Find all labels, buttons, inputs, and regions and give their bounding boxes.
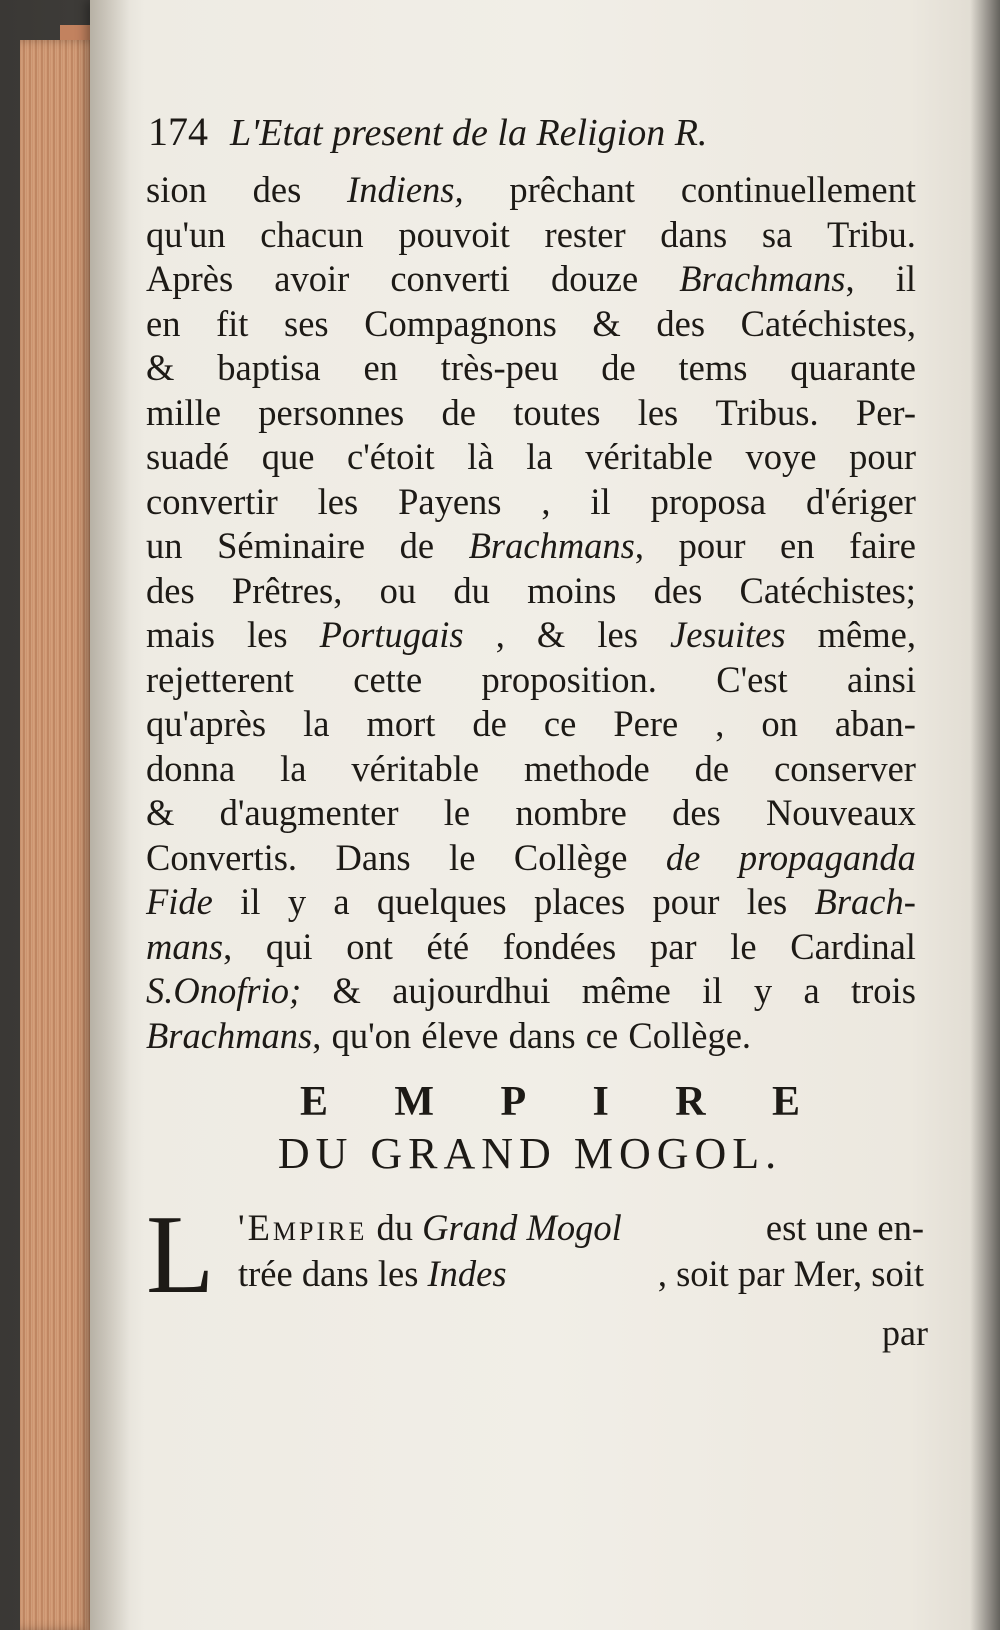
word: methode bbox=[524, 747, 650, 789]
word: c'étoit bbox=[347, 436, 435, 477]
word: y bbox=[753, 970, 773, 1011]
word: rester bbox=[544, 213, 626, 255]
title-letter: M bbox=[394, 1079, 435, 1125]
intro-italic: Grand Mogol bbox=[422, 1207, 622, 1248]
intro-italic: Indes bbox=[427, 1253, 507, 1294]
word: dans bbox=[660, 213, 728, 255]
body-line bbox=[146, 969, 916, 1014]
body-line bbox=[146, 346, 916, 391]
word: dans bbox=[508, 1014, 576, 1056]
word: des bbox=[656, 302, 706, 344]
word: que bbox=[261, 436, 315, 477]
word: ont bbox=[346, 925, 393, 967]
word: propaganda bbox=[738, 836, 916, 878]
word: Cardinal bbox=[790, 925, 916, 967]
word: il bbox=[240, 881, 261, 922]
word: aban- bbox=[834, 703, 916, 744]
word: de bbox=[441, 391, 476, 433]
word: de bbox=[665, 836, 701, 878]
word: par bbox=[649, 925, 697, 967]
body-line bbox=[146, 613, 916, 658]
body-line bbox=[146, 569, 916, 614]
word: cette bbox=[353, 658, 423, 700]
body-line bbox=[146, 480, 916, 525]
body-line bbox=[146, 213, 916, 258]
word: des bbox=[146, 569, 195, 611]
word: a bbox=[803, 970, 820, 1011]
word: places bbox=[533, 881, 626, 922]
word: très-peu bbox=[440, 347, 559, 388]
word: des bbox=[672, 792, 721, 833]
word: conserver bbox=[774, 747, 916, 789]
intro-line-1 bbox=[238, 1205, 924, 1251]
word: de bbox=[472, 703, 507, 744]
title-letter: R bbox=[675, 1079, 706, 1125]
word: , bbox=[495, 614, 505, 655]
word: S.Onofrio; bbox=[146, 970, 302, 1011]
catchword: par bbox=[882, 1313, 928, 1353]
word: pour bbox=[652, 881, 720, 922]
word: y bbox=[287, 881, 307, 922]
word: le bbox=[730, 925, 757, 967]
word: Brachmans, bbox=[468, 525, 645, 566]
word: ou bbox=[379, 569, 417, 611]
word: en bbox=[363, 347, 398, 388]
title-letter: E bbox=[300, 1079, 329, 1125]
intro-text: trée dans les bbox=[238, 1253, 428, 1294]
word: Dans bbox=[335, 836, 411, 878]
word: pour bbox=[678, 525, 746, 566]
right-edge-shadow bbox=[970, 0, 1000, 1630]
word: C'est bbox=[716, 658, 788, 700]
word: personnes bbox=[258, 391, 405, 433]
word: Brach- bbox=[814, 881, 916, 922]
body-line bbox=[146, 168, 916, 213]
word: Brachmans, bbox=[146, 1014, 322, 1056]
word: la bbox=[526, 436, 553, 477]
word: Tribus. bbox=[715, 391, 819, 433]
word: & bbox=[332, 970, 361, 1011]
body-line bbox=[146, 747, 916, 792]
body-line bbox=[146, 791, 916, 836]
word: ainsi bbox=[847, 658, 916, 700]
word: même bbox=[581, 970, 671, 1011]
word: il bbox=[590, 480, 611, 522]
gutter-shadow bbox=[90, 0, 130, 1630]
word: les bbox=[637, 391, 679, 433]
word: , bbox=[541, 480, 551, 522]
word: le bbox=[443, 792, 471, 833]
word: voye bbox=[745, 436, 817, 477]
word: mille bbox=[146, 391, 222, 433]
word: quelques bbox=[376, 881, 507, 922]
word: trois bbox=[851, 970, 916, 1011]
word: des bbox=[653, 569, 703, 611]
word: Portugais bbox=[319, 614, 464, 655]
word: sa bbox=[761, 213, 793, 255]
word: les bbox=[746, 881, 788, 922]
word: sion bbox=[146, 169, 207, 210]
word: un bbox=[146, 525, 183, 566]
word: qu'après bbox=[146, 703, 267, 744]
word: avoir bbox=[274, 258, 350, 299]
body-text bbox=[146, 168, 916, 1058]
word: la bbox=[303, 703, 330, 744]
word: Compagnons bbox=[364, 302, 557, 344]
word: prêchant bbox=[509, 169, 636, 210]
word: chacun bbox=[260, 213, 364, 255]
word: pour bbox=[849, 436, 916, 477]
body-line bbox=[146, 1014, 916, 1059]
word: Brachmans, bbox=[679, 258, 855, 299]
word: Payens bbox=[398, 480, 502, 522]
intro-text: , soit par Mer, soit bbox=[657, 1253, 924, 1294]
word: Séminaire bbox=[217, 525, 366, 566]
word: en bbox=[146, 302, 181, 344]
word: Collège. bbox=[628, 1014, 752, 1056]
word: tems bbox=[678, 347, 748, 388]
word: faire bbox=[849, 525, 916, 566]
word: été bbox=[426, 925, 470, 967]
word: mort bbox=[366, 703, 436, 744]
word: Nouveaux bbox=[765, 792, 916, 833]
word: suadé bbox=[146, 436, 230, 477]
word: ce bbox=[543, 703, 577, 744]
word: mais bbox=[146, 614, 215, 655]
word: la bbox=[280, 747, 307, 789]
word: ses bbox=[284, 302, 329, 344]
word: le bbox=[449, 836, 476, 878]
word: pouvoit bbox=[398, 213, 510, 255]
page-header bbox=[148, 108, 868, 155]
word: donna bbox=[146, 747, 236, 789]
word: véritable bbox=[585, 436, 713, 477]
drop-cap: L bbox=[146, 1193, 215, 1317]
section-title-grand-mogol: DU GRAND MOGOL. bbox=[277, 1129, 783, 1178]
word: fondées bbox=[502, 925, 617, 967]
word: & bbox=[146, 347, 175, 388]
word: rejetterent bbox=[146, 658, 294, 700]
body-line bbox=[146, 524, 916, 569]
word: aujourdhui bbox=[392, 970, 551, 1011]
running-title: L'Etat present de la Religion R. bbox=[230, 112, 708, 154]
intro-text: du bbox=[367, 1207, 423, 1248]
word: nombre bbox=[515, 792, 627, 833]
word: en bbox=[780, 525, 815, 566]
word: Pere bbox=[613, 703, 679, 744]
word: Fide bbox=[146, 881, 213, 922]
word: Per- bbox=[855, 391, 916, 433]
intro-lines bbox=[238, 1205, 924, 1297]
body-line bbox=[146, 435, 916, 480]
word: Collège bbox=[513, 836, 628, 878]
word: Catéchistes, bbox=[740, 302, 916, 344]
word: Après bbox=[146, 258, 234, 299]
word: d'augmenter bbox=[219, 792, 399, 833]
word: Indiens, bbox=[347, 169, 464, 210]
intro-smallcaps: 'Empire bbox=[238, 1207, 368, 1248]
body-line bbox=[146, 925, 916, 970]
word: converti bbox=[390, 258, 510, 299]
body-line bbox=[146, 257, 916, 302]
word: qui bbox=[265, 925, 313, 967]
word: douze bbox=[551, 258, 639, 299]
word: & bbox=[146, 792, 175, 833]
word: & bbox=[536, 614, 566, 655]
body-line bbox=[146, 302, 916, 347]
word: baptisa bbox=[217, 347, 321, 388]
word: , bbox=[715, 703, 725, 744]
word: véritable bbox=[351, 747, 480, 789]
word: qu'un bbox=[146, 213, 226, 255]
section-title-empire bbox=[300, 1078, 800, 1126]
word: même, bbox=[817, 614, 916, 655]
body-line bbox=[146, 836, 916, 881]
intro-text: est une en- bbox=[765, 1207, 924, 1248]
body-line bbox=[146, 391, 916, 436]
word: il bbox=[702, 970, 723, 1011]
body-line bbox=[146, 702, 916, 747]
intro-line-2 bbox=[238, 1251, 924, 1297]
word: a bbox=[333, 881, 350, 922]
word: qu'on bbox=[331, 1014, 412, 1056]
word: du bbox=[453, 569, 490, 611]
word: les bbox=[247, 614, 288, 655]
word: mans, bbox=[146, 925, 233, 967]
word: proposa bbox=[650, 480, 767, 522]
title-letter: E bbox=[771, 1079, 800, 1125]
word: moins bbox=[527, 569, 617, 611]
word: Convertis. bbox=[146, 836, 298, 878]
word: Prêtres, bbox=[231, 569, 343, 611]
body-line bbox=[146, 880, 916, 925]
title-letter: I bbox=[592, 1079, 609, 1125]
word: fit bbox=[216, 302, 249, 344]
word: Catéchistes; bbox=[739, 569, 916, 611]
word: de bbox=[399, 525, 435, 566]
word: les bbox=[597, 614, 638, 655]
word: ce bbox=[585, 1014, 619, 1056]
word: & bbox=[592, 302, 621, 344]
word: Tribu. bbox=[826, 213, 916, 255]
page-number: 174 bbox=[148, 109, 208, 154]
word: il bbox=[895, 258, 916, 299]
word: quarante bbox=[790, 347, 916, 388]
word: proposition. bbox=[481, 658, 657, 700]
word: convertir bbox=[146, 480, 278, 522]
word: Jesuites bbox=[670, 614, 786, 655]
word: de bbox=[601, 347, 636, 388]
title-letter: P bbox=[500, 1079, 527, 1125]
word: les bbox=[317, 480, 359, 522]
body-line bbox=[146, 658, 916, 703]
word: éleve bbox=[421, 1014, 499, 1056]
word: des bbox=[252, 169, 302, 210]
word: de bbox=[694, 747, 730, 789]
word: continuellement bbox=[680, 169, 916, 210]
word: on bbox=[761, 703, 798, 744]
word: toutes bbox=[513, 391, 601, 433]
word: d'ériger bbox=[806, 480, 916, 522]
word: là bbox=[467, 436, 494, 477]
